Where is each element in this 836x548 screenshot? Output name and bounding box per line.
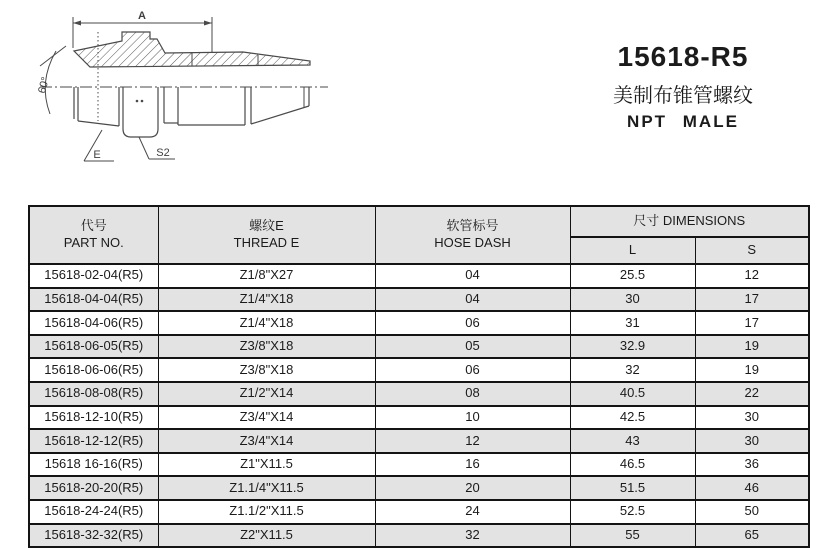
table-cell: 30: [695, 406, 809, 430]
table-cell: 32: [570, 358, 695, 382]
table-cell: 30: [695, 429, 809, 453]
arrowhead-right: [204, 21, 212, 26]
table-cell: Z3/4"X14: [158, 406, 375, 430]
fitting-technical-drawing: [28, 4, 338, 176]
table-row: [29, 476, 809, 500]
table-cell: 04: [375, 288, 570, 312]
table-row: [29, 288, 809, 312]
header-dim-l: L: [570, 237, 695, 264]
table-row: [29, 264, 809, 288]
table-body: [29, 264, 809, 547]
header-part-no-cn: 代号: [80, 218, 107, 234]
table-cell: 15618-32-32(R5): [29, 524, 158, 548]
table-cell: Z1/4"X18: [158, 288, 375, 312]
table-row: [29, 406, 809, 430]
table-cell: 12: [695, 264, 809, 288]
table-cell: 50: [695, 500, 809, 524]
table-row: [29, 453, 809, 477]
hex-nut: [123, 87, 158, 137]
table-cell: 42.5: [570, 406, 695, 430]
table-cell: 24: [375, 500, 570, 524]
table-row: [29, 429, 809, 453]
table-cell: 65: [695, 524, 809, 548]
table-cell: 32.9: [570, 335, 695, 359]
table-cell: 15618 16-16(R5): [29, 453, 158, 477]
subtitle-chinese: 美制布锥管螺纹: [613, 85, 753, 107]
table-cell: 06: [375, 311, 570, 335]
table-cell: 15618-24-24(R5): [29, 500, 158, 524]
dimension-a-label: A: [138, 10, 146, 22]
cone-angle-callout: [36, 46, 66, 114]
header-hose-cn: 软管标号: [446, 218, 499, 234]
table-cell: 15618-04-04(R5): [29, 288, 158, 312]
table-row: [29, 335, 809, 359]
table-cell: 46.5: [570, 453, 695, 477]
table-cell: 12: [375, 429, 570, 453]
table-row: [29, 382, 809, 406]
header-dim-s: S: [695, 237, 809, 264]
spec-table-header: [29, 206, 809, 264]
cone-angle-label: 60°: [36, 75, 53, 95]
table-cell: 20: [375, 476, 570, 500]
lower-external-view: [74, 87, 309, 137]
table-cell: 10: [375, 406, 570, 430]
table-row: [29, 500, 809, 524]
hex-mark-dot: [136, 100, 139, 103]
table-cell: Z1/4"X18: [158, 311, 375, 335]
table-cell: Z1/8"X27: [158, 264, 375, 288]
header-part-no: [29, 206, 158, 264]
title-block: [545, 42, 821, 131]
table-cell: 16: [375, 453, 570, 477]
table-cell: 15618-08-08(R5): [29, 382, 158, 406]
table-cell: 15618-06-05(R5): [29, 335, 158, 359]
table-cell: 31: [570, 311, 695, 335]
header-thread-cn: 螺纹E: [249, 218, 284, 234]
table-cell: 22: [695, 382, 809, 406]
table-cell: 52.5: [570, 500, 695, 524]
thread-e-callout: [84, 130, 114, 161]
table-cell: 17: [695, 288, 809, 312]
table-cell: Z3/4"X14: [158, 429, 375, 453]
table-cell: 46: [695, 476, 809, 500]
table-cell: 51.5: [570, 476, 695, 500]
hex-s2-label: S2: [156, 147, 170, 159]
table-cell: 06: [375, 358, 570, 382]
table-cell: 15618-02-04(R5): [29, 264, 158, 288]
table-row: [29, 311, 809, 335]
table-cell: 30: [570, 288, 695, 312]
table-cell: 36: [695, 453, 809, 477]
header-thread-en: THREAD E: [233, 235, 300, 250]
table-cell: 17: [695, 311, 809, 335]
table-cell: 40.5: [570, 382, 695, 406]
table-cell: 08: [375, 382, 570, 406]
table-cell: 19: [695, 358, 809, 382]
table-cell: 15618-04-06(R5): [29, 311, 158, 335]
table-cell: Z3/8"X18: [158, 358, 375, 382]
table-cell: 19: [695, 335, 809, 359]
header-thread-e: [158, 206, 375, 264]
header-part-no-en: PART NO.: [63, 235, 124, 250]
table-cell: 32: [375, 524, 570, 548]
table-cell: Z2"X11.5: [158, 524, 375, 548]
fitting-drawing-svg: [28, 4, 338, 176]
table-cell: 15618-12-10(R5): [29, 406, 158, 430]
table-cell: 15618-20-20(R5): [29, 476, 158, 500]
table-cell: 04: [375, 264, 570, 288]
table-cell: 15618-12-12(R5): [29, 429, 158, 453]
spec-table: [28, 205, 810, 548]
table-cell: Z1.1/4"X11.5: [158, 476, 375, 500]
hex-mark-dot: [141, 100, 144, 103]
table-cell: 55: [570, 524, 695, 548]
subtitle-english: NPT MALE: [627, 112, 739, 131]
table-cell: Z1.1/2"X11.5: [158, 500, 375, 524]
header-hose-en: HOSE DASH: [434, 235, 511, 250]
arrowhead-left: [73, 21, 81, 26]
table-cell: 05: [375, 335, 570, 359]
part-series-title: 15618-R5: [617, 41, 749, 72]
table-cell: 43: [570, 429, 695, 453]
table-cell: Z1"X11.5: [158, 453, 375, 477]
header-dimensions: 尺寸 DIMENSIONS: [570, 206, 809, 237]
table-cell: 25.5: [570, 264, 695, 288]
table-row: [29, 358, 809, 382]
table-cell: Z1/2"X14: [158, 382, 375, 406]
hex-s2-callout: [139, 137, 175, 159]
table-row: [29, 524, 809, 548]
thread-e-label: E: [93, 149, 101, 161]
table-cell: Z3/8"X18: [158, 335, 375, 359]
header-hose-dash: [375, 206, 570, 264]
table-cell: 15618-06-06(R5): [29, 358, 158, 382]
